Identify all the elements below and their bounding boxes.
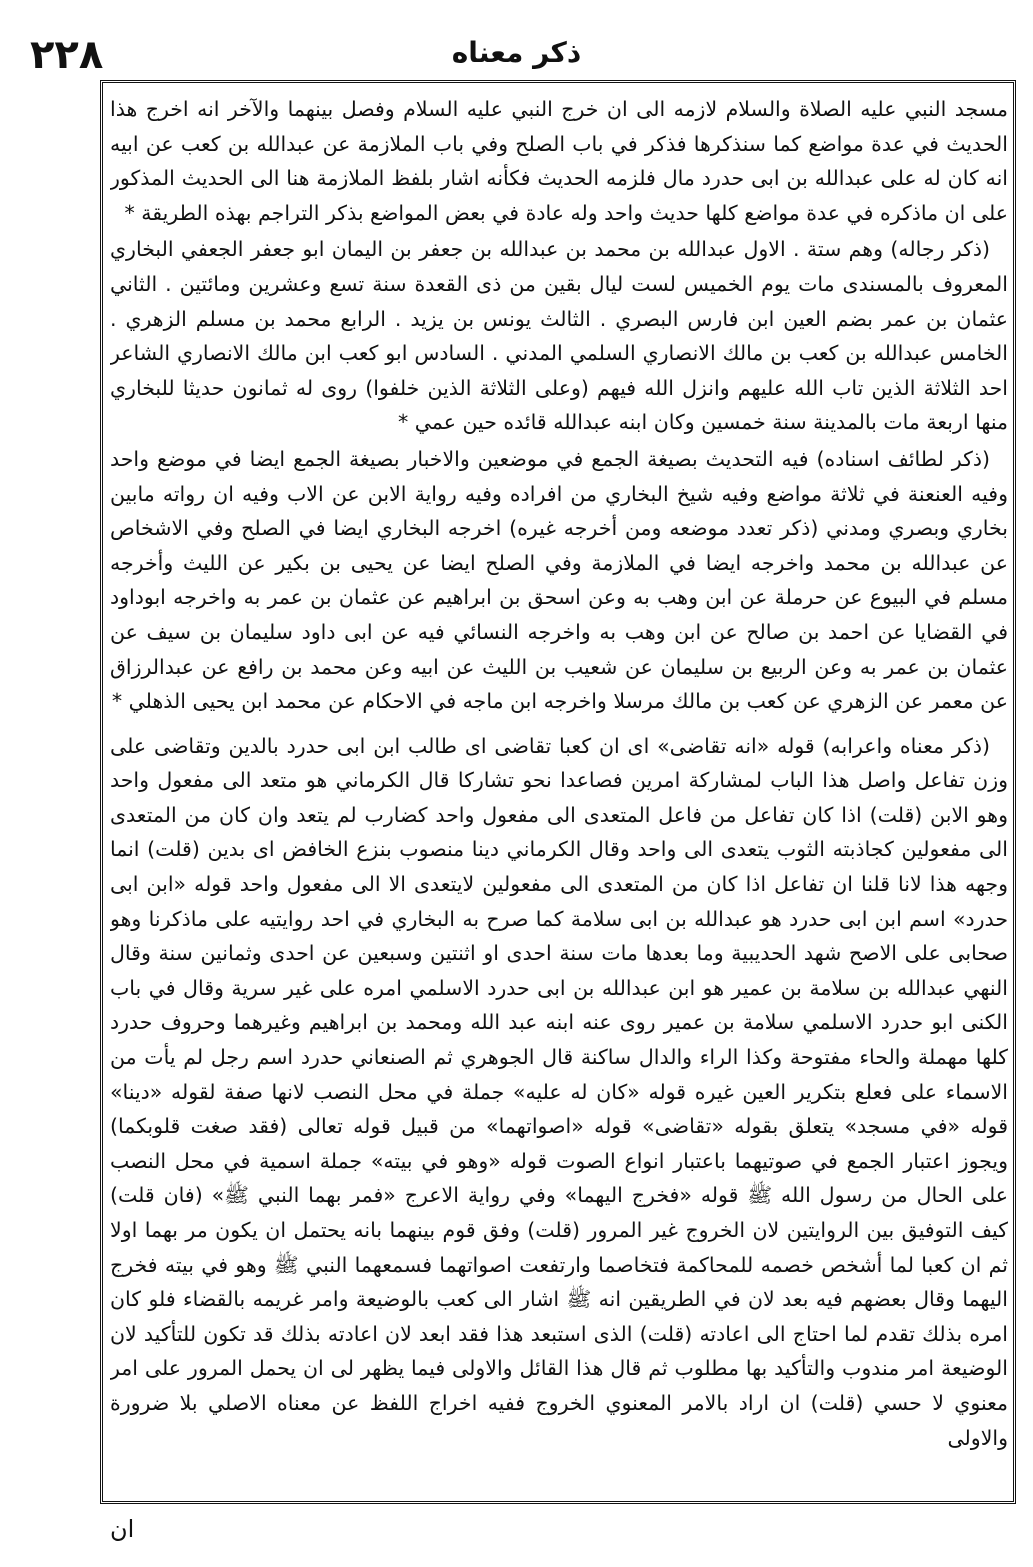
paragraph-narrators: (ذكر رجاله) وهم ستة . الاول عبدالله بن محمد بن عبدالله بن جعفر بن اليمان ابو جعفر الجعفي البخاري المعروف بالمسندى مات يوم الخميس لست ليال بقين من ذى القعدة سنة تسع وعشرين ومائتين . الثاني عثمان بن عمر بضم العين ابن فارس البصري . الثالث يونس بن يزيد . الرابع محمد بن مسلم الزهري . الخامس عبدالله بن كعب بن مالك الانصاري السلمي المدني . السادس ابو كعب ابن مالك الانصاري الشاعر احد الثلاثة الذين تاب الله عليهم وانزل الله فيهم (وعلى الثلاثة الذين خلفوا) روى له ثمانون حديثا للبخاري منها اربعة مات بالمدينة سنة خمسين وكان ابنه عبدالله قائده حين عمي * [110, 237, 1008, 435]
page-header [30, 28, 943, 82]
running-title: ذکر معناه [451, 36, 582, 69]
main-text [110, 92, 1008, 1496]
page-number: ۲۲۸ [30, 32, 104, 78]
paragraph-continuation: مسجد النبي عليه الصلاة والسلام لازمه الى ان خرج النبي عليه السلام وفصل بينهما والآخر انه اخرج هذا الحديث في عدة مواضع كما سنذكرها فذكر في باب الصلح وفي باب الملازمة عن عبدالله بن كعب عن ابيه انه كان له على عبدالله بن ابى حدرد مال فلزمه الحديث فكأنه اشار بلفظ الملازمة هنا الى الحديث المذكور على ان ماذكره في عدة مواضع كلها حديث واحد وله عادة في بعض المواضع بذكر التراجم بهذه الطريقة * [110, 97, 1008, 225]
catchword: ان [110, 1515, 135, 1543]
paragraph-separator [110, 721, 1008, 729]
paragraph-chain-details: (ذكر لطائف اسناده) فيه التحديث بصيغة الجمع في موضعين والاخبار بصيغة الجمع ايضا في موضع واحد وفيه العنعنة في ثلاثة مواضع وفيه شيخ البخاري من افراده وفيه رواية الابن عن الاب وفيه ان رواته مابين بخاري وبصري ومدني (ذكر تعدد موضعه ومن أخرجه غيره) اخرجه البخاري ايضا في الصلح وفي الاشخاص عن عبدالله بن محمد واخرجه ايضا في الملازمة وفي الصلح ايضا عن يحيى بن بكير عن الليث وأخرجه مسلم في البيوع عن حرملة عن ابن وهب به وعن اسحق بن ابراهيم عن عثمان بن عمر به واخرجه ابوداود في القضايا عن احمد بن صالح عن ابن وهب به واخرجه النسائي فيه عن ابى داود سليمان بن سيف عن عثمان بن عمر به وعن الربيع بن سليمان عن شعيب بن الليث عن ابيه وعن محمد بن رافع عن عبدالرزاق عن معمر عن الزهري عن كعب بن مالك مرسلا واخرجه ابن ماجه في الاحكام عن محمد ابن يحيى الذهلي * [110, 446, 1008, 714]
paragraph-meaning: (ذكر معناه واعرابه) قوله «انه تقاضى» اى ان كعبا تقاضى اى طالب ابن ابى حدرد بالدين وتقاضى على وزن تفاعل واصل هذا الباب لمشاركة امرين فصاعدا نحو تشاركا قال الكرماني هو متعد الى مفعول واحد وهو الابن (قلت) اذا كان تفاعل من فاعل المتعدى الى مفعول واحد كضارب لم يتعد وان كان من المتعدى الى مفعولين كجاذبته الثوب يتعدى الى واحد وقال الكرماني دينا منصوب بنزع الخافض اى بدين (قلت) انما وجهه هذا لانا قلنا ان تفاعل اذا كان من المتعدى الى مفعولين لايتعدى الا الى مفعول واحد قوله «ابن ابى حدرد» اسم ابن ابى حدرد هو عبدالله بن ابى سلامة كما صرح به البخاري في احد روايتيه على ماذكرنا وهو صحابى على الاصح شهد الحديبية وما بعدها مات سنة احدى او اثنتين وسبعين عن احدى وثمانين سنة وقال النهي عبدالله بن سلامة بن عمير هو ابن عبدالله بن ابى حدرد الاسلمي امره على غير سرية وقال في باب الكنى ابو حدرد الاسلمي سلامة بن عمير روى عنه ابنه عبد الله ومحمد بن ابراهيم وغيرهما وحروف حدرد كلها مهملة والحاء مفتوحة وكذا الراء والدال ساكنة قال الجوهري ثم الصنعاني حدرد اسم رجل لم يأت من الاسماء على فعلع بتكرير العين غيره قوله «كان له عليه» جملة في محل النصب لانها صفة لقوله «دينا» قوله «في مسجد» يتعلق بقوله «تقاضى» قوله «اصواتهما» من قبيل قوله تعالى (فقد صغت قلوبكما) ويجوز اعتبار الجمع في صوتيهما باعتبار انواع الصوت قوله «وهو في بيته» جملة اسمية في محل النصب على الحال من رسول الله ﷺ قوله «فخرج اليهما» وفي رواية الاعرج «فمر بهما النبي ﷺ» (فان قلت) كيف التوفيق بين الروايتين لان الخروج غير المرور (قلت) وفق قوم بينهما بانه يحتمل ان يكون مر بهما اولا ثم ان كعبا لما أشخص خصمه للمحاكمة فتخاصما وارتفعت اصواتهما فسمعهما النبي ﷺ وهو في بيته فخرج اليهما وقال بعضهم فيه بعد لان في الطريقين انه ﷺ اشار الى كعب بالوضيعة وامر غريمه بالقضاء فلو كان امره بذلك تقدم لما احتاج الى اعادته (قلت) الذى استبعد هذا فقد ابعد لان اعادته بذلك قد تكون للتأكيد لان الوضيعة امر مندوب والتأكيد بها مطلوب ثم قال هذا القائل والاولى فيما يظهر لى ان يحمل المرور على امر معنوي لا حسي (قلت) ان اراد بالامر المعنوي الخروج ففيه اخراج اللفظ عن معناه الاصلي بلا ضرورة والاولى [110, 733, 1008, 1450]
